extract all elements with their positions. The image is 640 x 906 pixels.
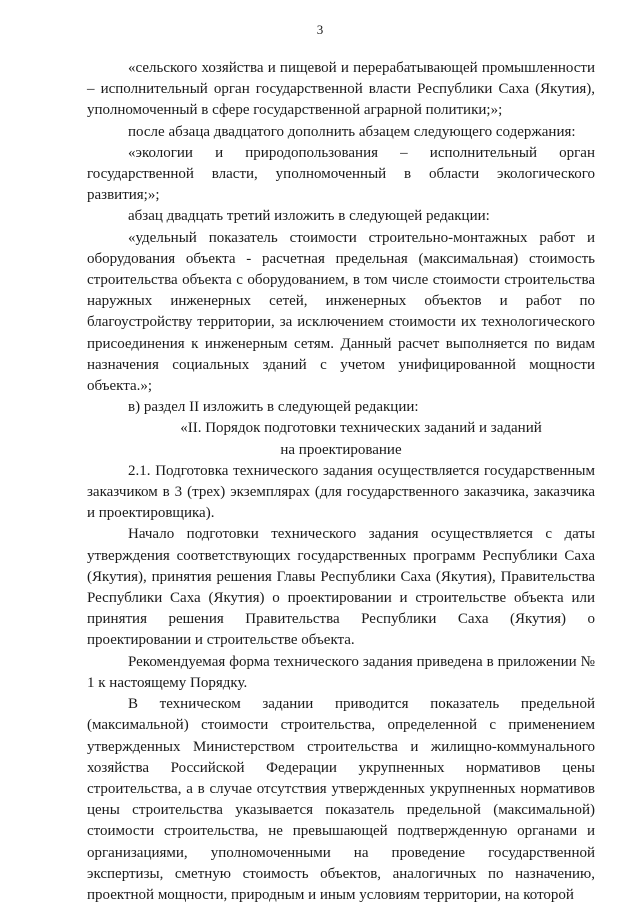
paragraph: абзац двадцать третий изложить в следующей редакции: — [128, 208, 490, 225]
paragraph: «экологии и природопользования – исполнительный орган государственной власти, уполномоченный в области экологического развития;»; — [87, 144, 595, 204]
paragraph: после абзаца двадцатого дополнить абзацем следующего содержания: — [128, 123, 576, 140]
paragraph: Начало подготовки технического задания осуществляется с даты утверждения соответствующих государственных программ Республики Саха (Якутия), принятия решения Главы Республики Саха (Якутия), Правительства Республики Саха (Якутия) о проектировании и строительстве объекта или принятия решения Правительства Республики Саха (Якутия) о проектировании и строительстве объекта. — [87, 526, 595, 649]
paragraph: 2.1. Подготовка технического задания осуществляется государственным заказчиком в 3 (трех) экземплярах (для государственного заказчика, заказчика и проектировщика). — [87, 462, 595, 522]
document-body — [87, 58, 595, 906]
paragraph: Рекомендуемая форма технического задания приведена в приложении № 1 к настоящему Порядку. — [87, 653, 595, 691]
page-number: 3 — [316, 22, 324, 37]
paragraph: «сельского хозяйства и пищевой и перерабатывающей промышленности – исполнительный орган государственной власти Республики Саха (Якутия), уполномоченный в сфере государственной аграрной политики;»; — [87, 60, 595, 119]
paragraph: в) раздел II изложить в следующей редакции: — [128, 399, 419, 416]
section-heading-continued: на проектирование — [280, 441, 402, 458]
paragraph: «удельный показатель стоимости строительно-монтажных работ и оборудования объекта - расчетная предельная (максимальная) стоимость строительства объекта с оборудованием, в том числе стоимости строительства наружных инженерных сетей, инженерных объектов и работ по благоустройству территории, за исключением стоимости их технологического присоединения к инженерным сетям. Данный расчет выполняется по видам назначения социальных зданий с учетом унифицированной мощности объекта.»; — [87, 229, 595, 395]
section-heading: «II. Порядок подготовки технических заданий и заданий — [180, 420, 542, 437]
paragraph: В техническом задании приводится показатель предельной (максимальной) стоимости строительства, определенной с применением утвержденных Министерством строительства и жилищно-коммунального хозяйства Российской Федерации укрупненных нормативов цены строительства, а в случае отсутствия утвержденных укрупненных нормативов цены строительства указывается показатель предельной (максимальной) стоимости строительства, не превышающей подтвержденную органами и организациями, уполномоченными на проведение государственной экспертизы, сметную стоимость объектов, аналогичных по назначению, проектной мощности, природным и иным условиям территории, на которой — [87, 696, 595, 903]
